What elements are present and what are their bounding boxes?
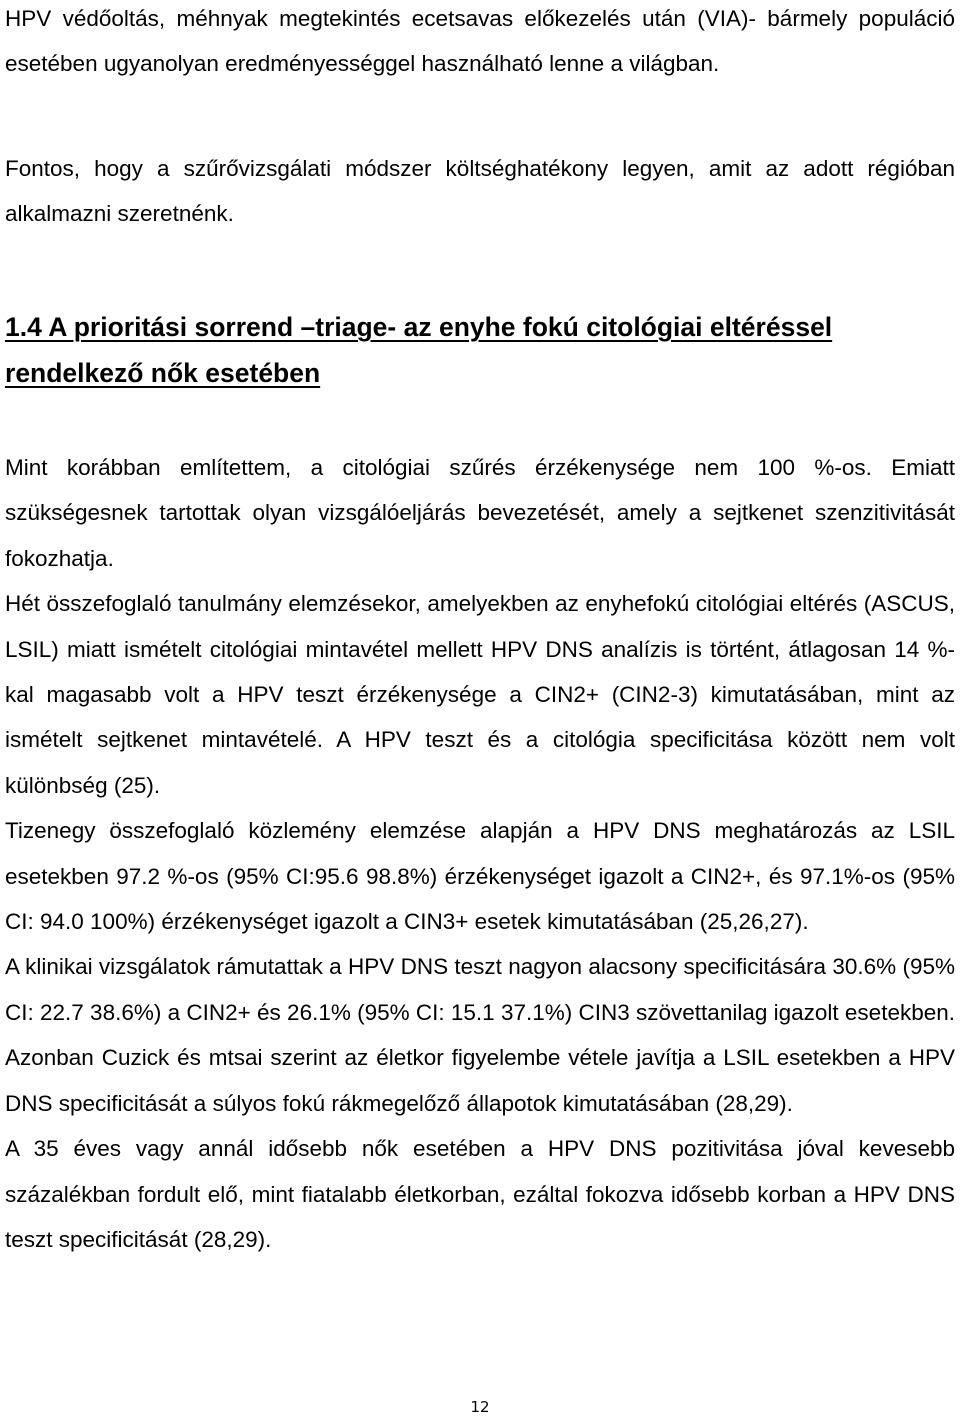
- page-number: 12: [470, 1398, 490, 1416]
- paragraph-sensitivity: Mint korábban említettem, a citológiai szűrés érzékenysége nem 100 %-os. Emiatt szükségesnek tartottak olyan vizsgálóeljárás bevezetését, amely a sejtkenet szenzitivitását fokozhatja.: [5, 455, 955, 571]
- paragraph-age-35: A 35 éves vagy annál idősebb nők esetében a HPV DNS pozitivitása jóval kevesebb százalékban fordult elő, mint fiatalabb életkorban, ezáltal fokozva idősebb korban a HPV DNS teszt specificitását (28,29).: [5, 1136, 955, 1252]
- paragraph-cost-effectiveness: Fontos, hogy a szűrővizsgálati módszer költséghatékony legyen, amit az adott régióban alkalmazni szeretnénk.: [5, 156, 955, 227]
- paragraph-clinical-trials: A klinikai vizsgálatok rámutattak a HPV DNS teszt nagyon alacsony specificitására 30.6% (95% CI: 22.7 38.6%) a CIN2+ és 26.1% (95% CI: 15.1 37.1%) CIN3 szövettanilag igazolt esetekben. Azonban Cuzick és mtsai szerint az életkor figyelembe vétele javítja a LSIL esetekben a HPV DNS specificitását a súlyos fokú rákmegelőző állapotok kimutatásában (28,29).: [5, 954, 955, 1116]
- paragraph-eleven-reviews: Tizenegy összefoglaló közlemény elemzése alapján a HPV DNS meghatározás az LSIL esetekben 97.2 %-os (95% CI:95.6 98.8%) érzékenységet igazolt a CIN2+, és 97.1%-os (95% CI: 94.0 100%) érzékenységet igazolt a CIN3+ esetek kimutatásában (25,26,27).: [5, 818, 955, 935]
- paragraph-intro: HPV védőoltás, méhnyak megtekintés ecetsavas előkezelés után (VIA)- bármely populáció esetében ugyanolyan eredményességgel használható lenne a világban.: [5, 6, 955, 77]
- section-heading: 1.4 A prioritási sorrend –triage- az enyhe fokú citológiai eltéréssel rendelkező nők esetében: [5, 312, 833, 388]
- paragraph-seven-studies: Hét összefoglaló tanulmány elemzésekor, amelyekben az enyhefokú citológiai eltérés (ASCUS, LSIL) miatt ismételt citológiai mintavétel mellett HPV DNS analízis is történt, átlagosan 14 %-kal magasabb volt a HPV teszt érzékenysége a CIN2+ (CIN2-3) kimutatásában, mint az ismételt sejtkenet mintavételé. A HPV teszt és a citológia specificitása között nem volt különbség (25).: [5, 591, 955, 798]
- section-body: [5, 445, 955, 1262]
